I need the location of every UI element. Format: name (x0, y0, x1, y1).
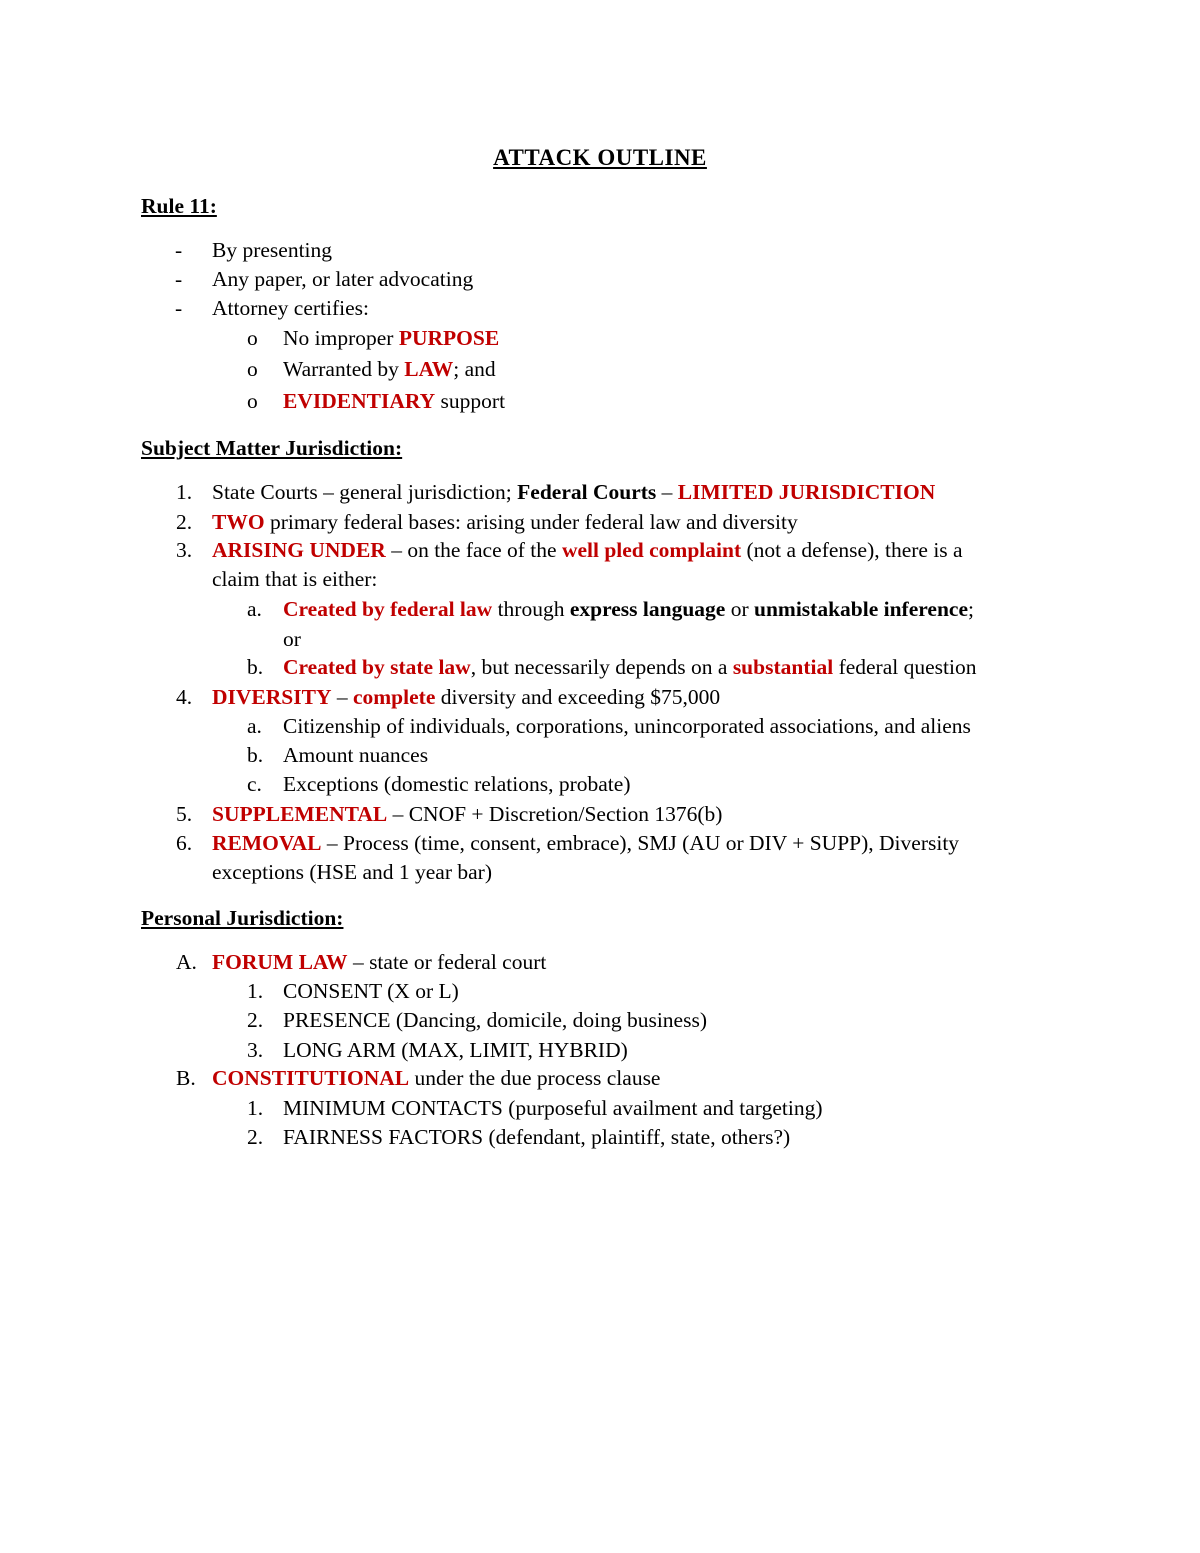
pj-item-a: FORUM LAW – state or federal court (212, 950, 547, 974)
pj-item-a1: CONSENT (X or L) (283, 979, 459, 1003)
smj-item-4: DIVERSITY – complete diversity and exceeding $75,000 (212, 685, 721, 709)
list-letter: b. (247, 743, 264, 767)
list-number: 2. (176, 510, 193, 534)
rule11-subitem-law: Warranted by LAW; and (283, 357, 496, 381)
smj-item-3b: Created by state law, but necessarily depends on a substantial federal question (283, 655, 977, 679)
smj-item-1: State Courts – general jurisdiction; Federal Courts – LIMITED JURISDICTION (212, 480, 936, 504)
rule11-item-2: Any paper, or later advocating (212, 267, 474, 291)
smj-item-4c: Exceptions (domestic relations, probate) (283, 772, 631, 796)
bullet-marker: o (247, 389, 258, 413)
list-letter: b. (247, 655, 264, 679)
pj-item-a2: PRESENCE (Dancing, domicile, doing business) (283, 1008, 707, 1032)
smj-item-5: SUPPLEMENTAL – CNOF + Discretion/Section 1376(b) (212, 802, 723, 826)
list-number: 3. (247, 1038, 264, 1062)
smj-item-6-continuation: exceptions (HSE and 1 year bar) (212, 860, 492, 884)
pj-item-b: CONSTITUTIONAL under the due process clause (212, 1066, 661, 1090)
pj-item-b2: FAIRNESS FACTORS (defendant, plaintiff, state, others?) (283, 1125, 791, 1149)
pj-heading: Personal Jurisdiction: (141, 906, 344, 930)
pj-item-a3: LONG ARM (MAX, LIMIT, HYBRID) (283, 1038, 628, 1062)
dash-marker: - (175, 238, 183, 262)
dash-marker: - (175, 296, 183, 320)
bullet-marker: o (247, 357, 258, 381)
list-letter: B. (176, 1066, 196, 1090)
smj-item-3a-continuation: or (283, 627, 301, 651)
list-letter: a. (247, 714, 262, 738)
list-number: 5. (176, 802, 193, 826)
list-letter: a. (247, 597, 262, 621)
list-letter: c. (247, 772, 262, 796)
list-number: 1. (247, 1096, 264, 1120)
list-number: 1. (247, 979, 264, 1003)
rule11-heading: Rule 11: (141, 194, 217, 218)
smj-item-4a: Citizenship of individuals, corporations, unincorporated associations, and aliens (283, 714, 971, 738)
list-number: 2. (247, 1008, 264, 1032)
rule11-subitem-evidentiary: EVIDENTIARY support (283, 389, 506, 413)
list-number: 4. (176, 685, 193, 709)
dash-marker: - (175, 267, 183, 291)
rule11-subitem-purpose: No improper PURPOSE (283, 326, 500, 350)
rule11-item-1: By presenting (212, 238, 333, 262)
pj-item-b1: MINIMUM CONTACTS (purposeful availment and targeting) (283, 1096, 823, 1120)
list-letter: A. (176, 950, 197, 974)
list-number: 2. (247, 1125, 264, 1149)
smj-heading: Subject Matter Jurisdiction: (141, 436, 403, 460)
document-title: ATTACK OUTLINE (493, 145, 707, 170)
list-number: 6. (176, 831, 193, 855)
smj-item-6: REMOVAL – Process (time, consent, embrace), SMJ (AU or DIV + SUPP), Diversity (212, 831, 960, 855)
list-number: 3. (176, 538, 193, 562)
list-number: 1. (176, 480, 193, 504)
smj-item-3-continuation: claim that is either: (212, 567, 378, 591)
smj-item-4b: Amount nuances (283, 743, 429, 767)
smj-item-2: TWO primary federal bases: arising under federal law and diversity (212, 510, 798, 534)
smj-item-3: ARISING UNDER – on the face of the well pled complaint (not a defense), there is a (212, 538, 963, 562)
bullet-marker: o (247, 326, 258, 350)
smj-item-3a: Created by federal law through express language or unmistakable inference; (283, 597, 974, 621)
rule11-item-3: Attorney certifies: (212, 296, 370, 320)
